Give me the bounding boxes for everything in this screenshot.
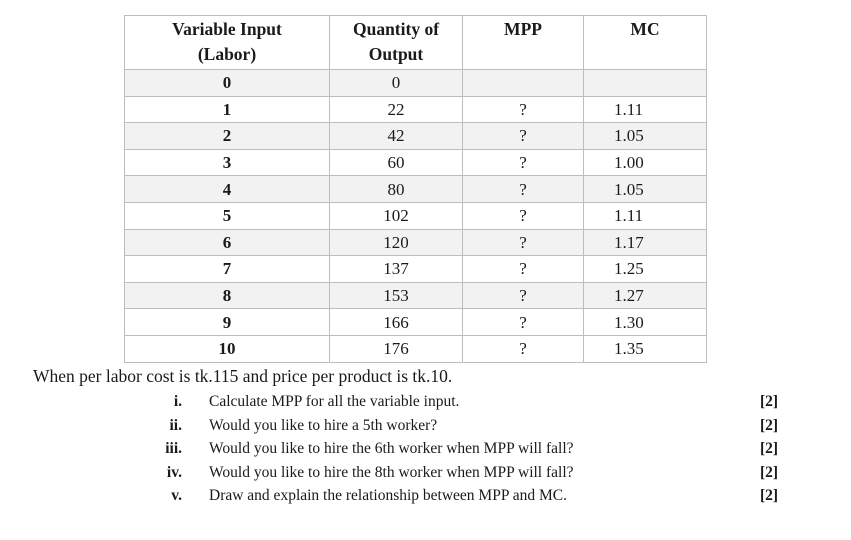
question-item	[0, 390, 851, 414]
header-mc: MC	[584, 16, 707, 70]
cell-mc: 1.25	[584, 256, 707, 283]
cell-labor: 0	[125, 70, 330, 97]
cell-labor: 4	[125, 176, 330, 203]
cell-output: 60	[330, 149, 463, 176]
question-marks: [2]	[760, 487, 779, 505]
header-variable-input	[125, 16, 330, 70]
question-item	[0, 461, 851, 485]
cell-output: 166	[330, 309, 463, 336]
cell-mc: 1.11	[584, 202, 707, 229]
production-table	[124, 15, 707, 363]
question-marks: [2]	[760, 416, 779, 434]
header-output-line2: Output	[368, 44, 424, 64]
question-number: v.	[171, 487, 182, 505]
table-row	[125, 96, 707, 123]
question-list	[0, 390, 851, 508]
cell-output: 0	[330, 70, 463, 97]
header-quantity-output	[330, 16, 463, 70]
cell-mc: 1.30	[584, 309, 707, 336]
cell-mpp: ?	[463, 229, 584, 256]
cell-output: 176	[330, 335, 463, 362]
cell-mc: 1.11	[584, 96, 707, 123]
header-mpp: MPP	[463, 16, 584, 70]
question-item	[0, 484, 851, 508]
cell-mpp	[463, 70, 584, 97]
table-row	[125, 309, 707, 336]
question-marks: [2]	[760, 393, 779, 410]
cell-mpp: ?	[463, 96, 584, 123]
cell-labor: 3	[125, 149, 330, 176]
cell-labor: 10	[125, 335, 330, 362]
cell-mc: 1.05	[584, 123, 707, 150]
cell-labor: 1	[125, 96, 330, 123]
cell-mpp: ?	[463, 256, 584, 283]
cell-mc: 1.35	[584, 335, 707, 362]
question-number: i.	[173, 393, 182, 410]
cell-output: 102	[330, 202, 463, 229]
cell-output: 42	[330, 123, 463, 150]
table-row	[125, 202, 707, 229]
cell-mpp: ?	[463, 335, 584, 362]
cell-mpp: ?	[463, 309, 584, 336]
cell-output: 22	[330, 96, 463, 123]
question-marks: [2]	[760, 440, 779, 458]
problem-statement: When per labor cost is tk.115 and price per product is tk.10.	[33, 366, 453, 386]
cell-mpp: ?	[463, 282, 584, 309]
question-number: iv.	[166, 463, 182, 481]
table-row	[125, 70, 707, 97]
table-row	[125, 335, 707, 362]
question-number: ii.	[169, 416, 182, 434]
table-row	[125, 282, 707, 309]
cell-mpp: ?	[463, 123, 584, 150]
question-item	[0, 437, 851, 461]
table-row	[125, 229, 707, 256]
table-row	[125, 256, 707, 283]
cell-mc: 1.05	[584, 176, 707, 203]
cell-mc: 1.27	[584, 282, 707, 309]
cell-output: 153	[330, 282, 463, 309]
cell-output: 120	[330, 229, 463, 256]
cell-labor: 5	[125, 202, 330, 229]
cell-output: 137	[330, 256, 463, 283]
cell-mc	[584, 70, 707, 97]
question-text: Would you like to hire the 8th worker when MPP will fall?	[209, 463, 574, 481]
cell-output: 80	[330, 176, 463, 203]
table-row	[125, 149, 707, 176]
cell-labor: 9	[125, 309, 330, 336]
question-text: Would you like to hire the 6th worker when MPP will fall?	[209, 440, 574, 458]
cell-labor: 2	[125, 123, 330, 150]
cell-mpp: ?	[463, 149, 584, 176]
question-number: iii.	[165, 440, 182, 458]
question-text: Draw and explain the relationship between MPP and MC.	[209, 487, 568, 505]
table-header-row	[125, 16, 707, 70]
cell-mpp: ?	[463, 202, 584, 229]
table-row	[125, 123, 707, 150]
question-text: Would you like to hire a 5th worker?	[209, 416, 438, 434]
cell-labor: 7	[125, 256, 330, 283]
header-labor-line2: (Labor)	[197, 44, 257, 64]
table-row	[125, 176, 707, 203]
question-text: Calculate MPP for all the variable input.	[209, 393, 460, 410]
header-labor-line1: Variable Input	[172, 19, 282, 39]
cell-mc: 1.17	[584, 229, 707, 256]
cell-mc: 1.00	[584, 149, 707, 176]
question-item	[0, 414, 851, 438]
header-output-line1: Quantity of	[352, 19, 440, 39]
question-marks: [2]	[760, 463, 779, 481]
cell-labor: 8	[125, 282, 330, 309]
cell-labor: 6	[125, 229, 330, 256]
cell-mpp: ?	[463, 176, 584, 203]
